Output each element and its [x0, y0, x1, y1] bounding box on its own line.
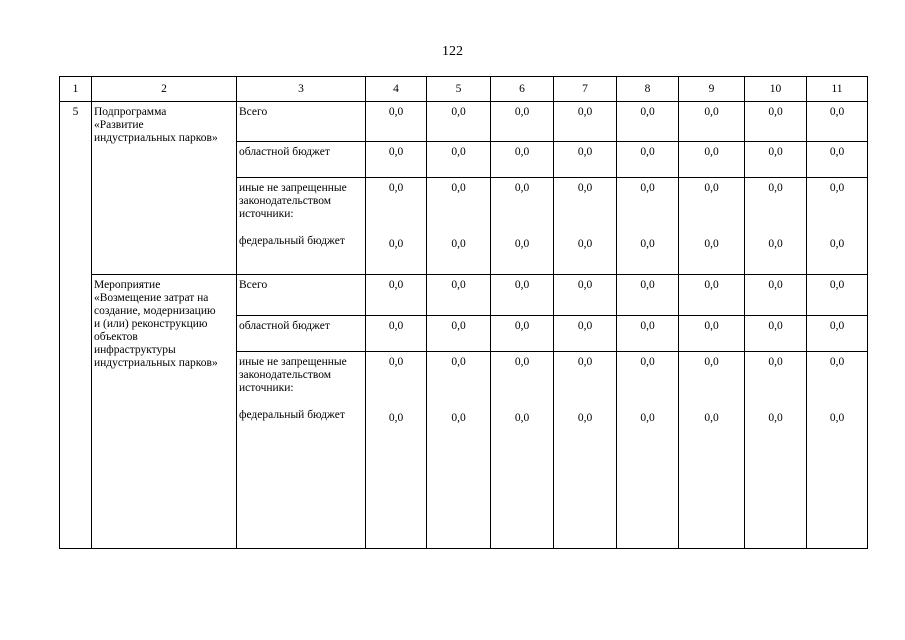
row-number-cell: [60, 102, 92, 549]
funding-source-cell: [237, 316, 366, 352]
value-cell: [679, 275, 745, 316]
value-cell: [491, 316, 554, 352]
value: 0,0: [704, 356, 719, 368]
funding-source-line: Всего: [239, 106, 268, 118]
funding-source-line: источники:: [239, 382, 294, 394]
value: 0,0: [640, 279, 655, 291]
value-cell: [617, 316, 679, 352]
value-cell: [807, 275, 868, 316]
value-cell: [554, 275, 617, 316]
value-cell: [427, 102, 491, 142]
value: 0,0: [577, 146, 593, 158]
value-cell: [554, 142, 617, 178]
sub-value: 0,0: [388, 238, 404, 250]
value: 0,0: [768, 279, 783, 291]
header-cell: 9: [679, 77, 745, 102]
funding-source-line: областной бюджет: [239, 320, 330, 332]
value-cell: [491, 352, 554, 549]
sub-value: 0,0: [514, 412, 530, 424]
value: 0,0: [704, 320, 719, 332]
value: 0,0: [388, 279, 404, 291]
value-cell: [366, 352, 427, 549]
program-name-line: «Возмещение затрат на: [94, 292, 209, 304]
value-cell: [617, 178, 679, 275]
value: 0,0: [704, 106, 719, 118]
header-cell: 1: [60, 77, 92, 102]
sub-value: 0,0: [577, 412, 593, 424]
value-cell: [427, 275, 491, 316]
sub-value: 0,0: [514, 238, 530, 250]
value-cell: [366, 102, 427, 142]
value: 0,0: [768, 146, 783, 158]
value-cell: [679, 352, 745, 549]
header-cell: 7: [554, 77, 617, 102]
value: 0,0: [577, 106, 593, 118]
value-cell: [554, 102, 617, 142]
sub-value: 0,0: [768, 238, 783, 250]
sub-value: 0,0: [577, 238, 593, 250]
sub-value: 0,0: [640, 238, 655, 250]
value: 0,0: [768, 182, 783, 194]
budget-table: [59, 76, 868, 549]
value-cell: [554, 316, 617, 352]
sub-value: 0,0: [829, 412, 845, 424]
value: 0,0: [640, 106, 655, 118]
value: 0,0: [704, 146, 719, 158]
value: 0,0: [829, 182, 845, 194]
value: 0,0: [451, 279, 466, 291]
funding-source-cell: [237, 178, 366, 275]
program-name-line: индустриальных парков»: [94, 357, 218, 369]
value-cell: [554, 178, 617, 275]
sub-value: 0,0: [768, 412, 783, 424]
value-cell: [679, 142, 745, 178]
sub-value: 0,0: [451, 238, 466, 250]
program-name-line: объектов: [94, 331, 138, 343]
value-cell: [554, 352, 617, 549]
program-name-cell: [92, 102, 237, 275]
value: 0,0: [388, 320, 404, 332]
table-row: [60, 102, 868, 142]
value: 0,0: [451, 106, 466, 118]
program-name-cell: [92, 275, 237, 549]
value: 0,0: [640, 320, 655, 332]
value: 0,0: [768, 356, 783, 368]
value-cell: [491, 275, 554, 316]
header-cell: 6: [491, 77, 554, 102]
page-number: 122: [442, 44, 463, 59]
value: 0,0: [388, 106, 404, 118]
value-cell: [807, 178, 868, 275]
value: 0,0: [514, 279, 530, 291]
table-row: [60, 275, 868, 316]
value: 0,0: [768, 320, 783, 332]
value: 0,0: [640, 356, 655, 368]
value: 0,0: [388, 146, 404, 158]
value-cell: [427, 352, 491, 549]
funding-source-line: законодательством: [239, 369, 332, 381]
value: 0,0: [514, 320, 530, 332]
header-cell: 8: [617, 77, 679, 102]
program-name-line: Мероприятие: [94, 279, 161, 291]
funding-source-line: иные не запрещенные: [239, 182, 347, 194]
value-cell: [491, 178, 554, 275]
program-name-line: Подпрограмма: [94, 106, 167, 118]
value-cell: [807, 142, 868, 178]
value-cell: [366, 316, 427, 352]
funding-source-line: областной бюджет: [239, 146, 330, 158]
value-cell: [427, 178, 491, 275]
value-cell: [745, 178, 807, 275]
value: 0,0: [829, 320, 845, 332]
value: 0,0: [704, 182, 719, 194]
header-cell: 3: [237, 77, 366, 102]
program-name-line: и (или) реконструкцию: [94, 318, 208, 330]
value-cell: [679, 102, 745, 142]
funding-source-line: законодательством: [239, 195, 332, 207]
value-cell: [745, 275, 807, 316]
value: 0,0: [514, 356, 530, 368]
value: 0,0: [514, 106, 530, 118]
header-cell: 4: [366, 77, 427, 102]
sub-value: 0,0: [388, 412, 404, 424]
value: 0,0: [829, 146, 845, 158]
funding-source-line: иные не запрещенные: [239, 356, 347, 368]
value-cell: [617, 352, 679, 549]
funding-source-cell: [237, 352, 366, 549]
value-cell: [491, 102, 554, 142]
funding-subsource: федеральный бюджет: [239, 235, 345, 247]
value-cell: [366, 178, 427, 275]
value-cell: [427, 316, 491, 352]
value-cell: [745, 316, 807, 352]
value: 0,0: [829, 356, 845, 368]
value: 0,0: [451, 320, 466, 332]
value-cell: [745, 102, 807, 142]
sub-value: 0,0: [704, 238, 719, 250]
value-cell: [807, 316, 868, 352]
row-number: 5: [72, 106, 79, 118]
funding-source-cell: [237, 102, 366, 142]
value: 0,0: [451, 356, 466, 368]
value-cell: [617, 275, 679, 316]
value: 0,0: [451, 146, 466, 158]
value-cell: [617, 102, 679, 142]
value-cell: [617, 142, 679, 178]
program-name-line: индустриальных парков»: [94, 132, 218, 144]
value-cell: [745, 142, 807, 178]
value: 0,0: [577, 182, 593, 194]
program-name-line: инфраструктуры: [94, 344, 176, 356]
value-cell: [745, 352, 807, 549]
value: 0,0: [388, 182, 404, 194]
header-row: [60, 77, 868, 102]
funding-source-cell: [237, 142, 366, 178]
funding-subsource: федеральный бюджет: [239, 409, 345, 421]
value-cell: [427, 142, 491, 178]
sub-value: 0,0: [829, 238, 845, 250]
value: 0,0: [577, 356, 593, 368]
value: 0,0: [514, 146, 530, 158]
value: 0,0: [768, 106, 783, 118]
value-cell: [366, 275, 427, 316]
value: 0,0: [577, 279, 593, 291]
value: 0,0: [829, 106, 845, 118]
sub-value: 0,0: [640, 412, 655, 424]
value-cell: [366, 142, 427, 178]
value: 0,0: [704, 279, 719, 291]
sub-value: 0,0: [704, 412, 719, 424]
funding-source-cell: [237, 275, 366, 316]
header-cell: 5: [427, 77, 491, 102]
funding-source-line: Всего: [239, 279, 268, 291]
sub-value: 0,0: [451, 412, 466, 424]
value: 0,0: [640, 182, 655, 194]
value: 0,0: [829, 279, 845, 291]
funding-source-line: источники:: [239, 208, 294, 220]
value-cell: [491, 142, 554, 178]
value: 0,0: [640, 146, 655, 158]
header-cell: 11: [807, 77, 868, 102]
value: 0,0: [514, 182, 530, 194]
value-cell: [679, 316, 745, 352]
header-cell: 10: [745, 77, 807, 102]
value-cell: [807, 352, 868, 549]
value: 0,0: [577, 320, 593, 332]
program-name-line: «Развитие: [94, 119, 144, 131]
value: 0,0: [388, 356, 404, 368]
value: 0,0: [451, 182, 466, 194]
value-cell: [807, 102, 868, 142]
header-cell: 2: [92, 77, 237, 102]
program-name-line: создание, модернизацию: [94, 305, 216, 317]
value-cell: [679, 178, 745, 275]
